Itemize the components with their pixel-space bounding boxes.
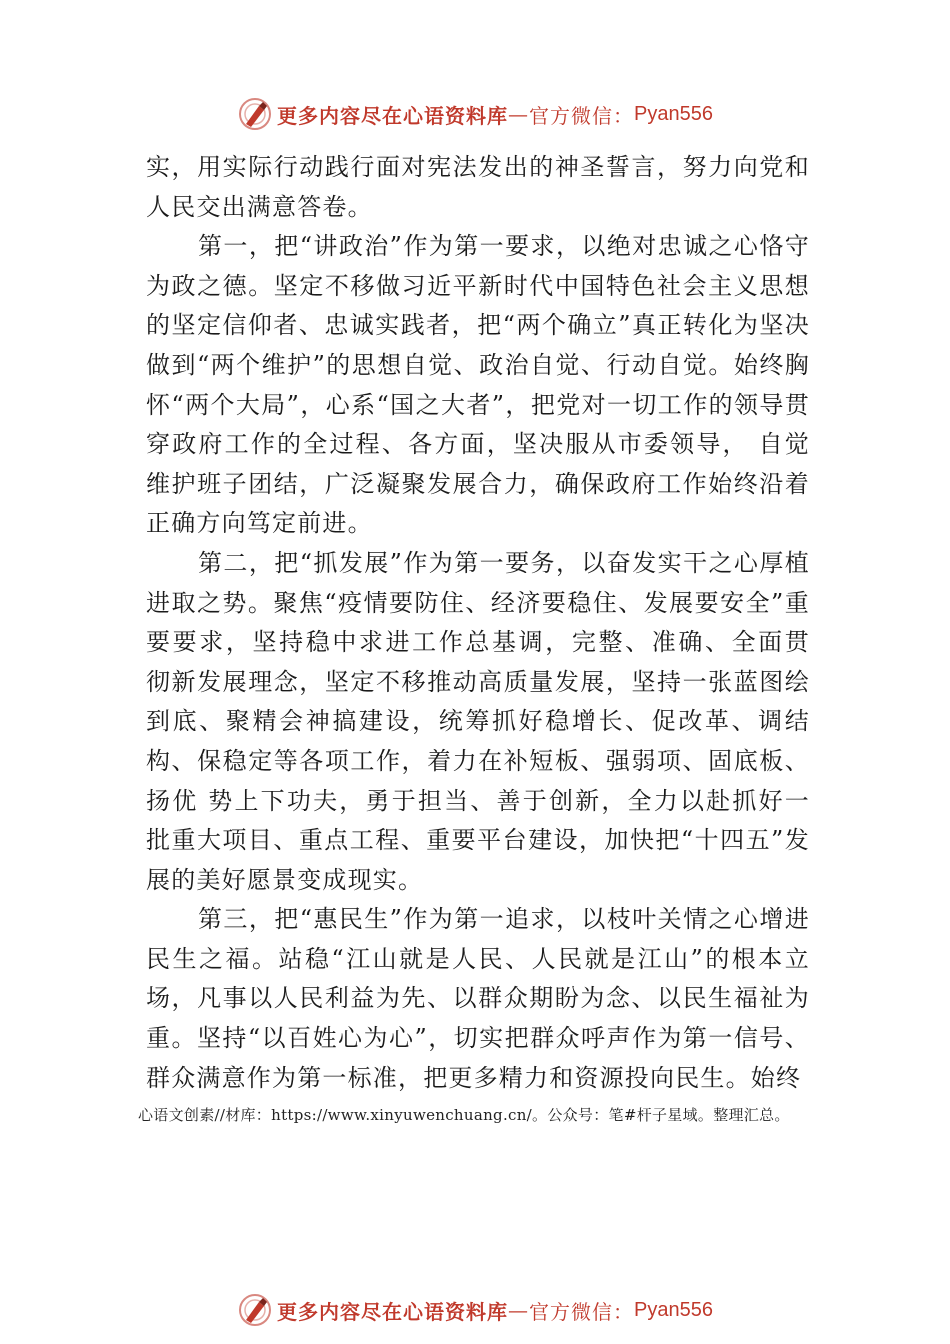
banner-title: 更多内容尽在心语资料库: [277, 1299, 509, 1324]
banner-wechat-label: 官方微信：: [529, 1299, 635, 1324]
banner-dash: —: [508, 1298, 530, 1322]
banner-wechat-id: Pyan556: [634, 102, 713, 125]
paragraph-continuation: 实，用实际行动践行面对宪法发出的神圣誓言，努力向党和人民交出满意答卷。: [146, 153, 810, 221]
pen-nib-logo-icon: [237, 96, 273, 132]
paragraph-first: 第一，把“讲政治”作为第一要求，以绝对忠诚之心恪守为政之德。坚定不移做习近平新时代中国特色社会主义思想的坚定信仰者、忠诚实践者，把“两个确立”真正转化为坚决做到“两个维护”的思想自觉、政治自觉、行动自觉。始终胸怀“两个大局”，心系“国之大者”，把党对一切工作的领导贯穿政府工作的全过程、各方面，坚决服从市委领导， 自觉维护班子团结，广泛凝聚发展合力，确保政府工作始终沿着正确方向笃定前进。: [146, 232, 810, 538]
header-banner: [0, 94, 950, 134]
source-footnote: 心语文创素//材库：https://www.xinyuwenchuang.cn/。公众号：笔#杆子星域。整理汇总。: [138, 1106, 790, 1124]
document-body: [146, 148, 810, 1098]
footer-banner: [0, 1290, 950, 1330]
banner-dash: —: [508, 102, 530, 126]
banner-wechat-id: Pyan556: [634, 1298, 713, 1321]
banner-title: 更多内容尽在心语资料库: [277, 103, 509, 128]
pen-nib-logo-icon: [237, 1292, 273, 1328]
banner-wechat-label: 官方微信：: [529, 103, 635, 128]
paragraph-second: 第二，把“抓发展”作为第一要务，以奋发实干之心厚植进取之势。聚焦“疫情要防住、经济要稳住、发展要安全”重要要求，坚持稳中求进工作总基调，完整、准确、全面贯 彻新发展理念，坚定不移推动高质量发展，坚持一张蓝图绘到底、聚精会神搞建设，统筹抓好稳增长、促改革、调结构、保稳定等各项工作，着力在补短板、强弱项、固底板、扬优 势上下功夫，勇于担当、善于创新，全力以赴抓好一批重大项目、重点工程、重要平台建设，加快把“十四五”发展的美好愿景变成现实。: [146, 548, 810, 894]
paragraph-third: 第三，把“惠民生”作为第一追求，以枝叶关情之心增进民生之福。站稳“江山就是人民、人民就是江山”的根本立场，凡事以人民利益为先、以群众期盼为念、以民生福祉为重。坚持“以百姓心为心”，切实把群众呼声作为第一信号、群众满意作为第一标准，把更多精力和资源投向民生。始终: [146, 905, 810, 1092]
